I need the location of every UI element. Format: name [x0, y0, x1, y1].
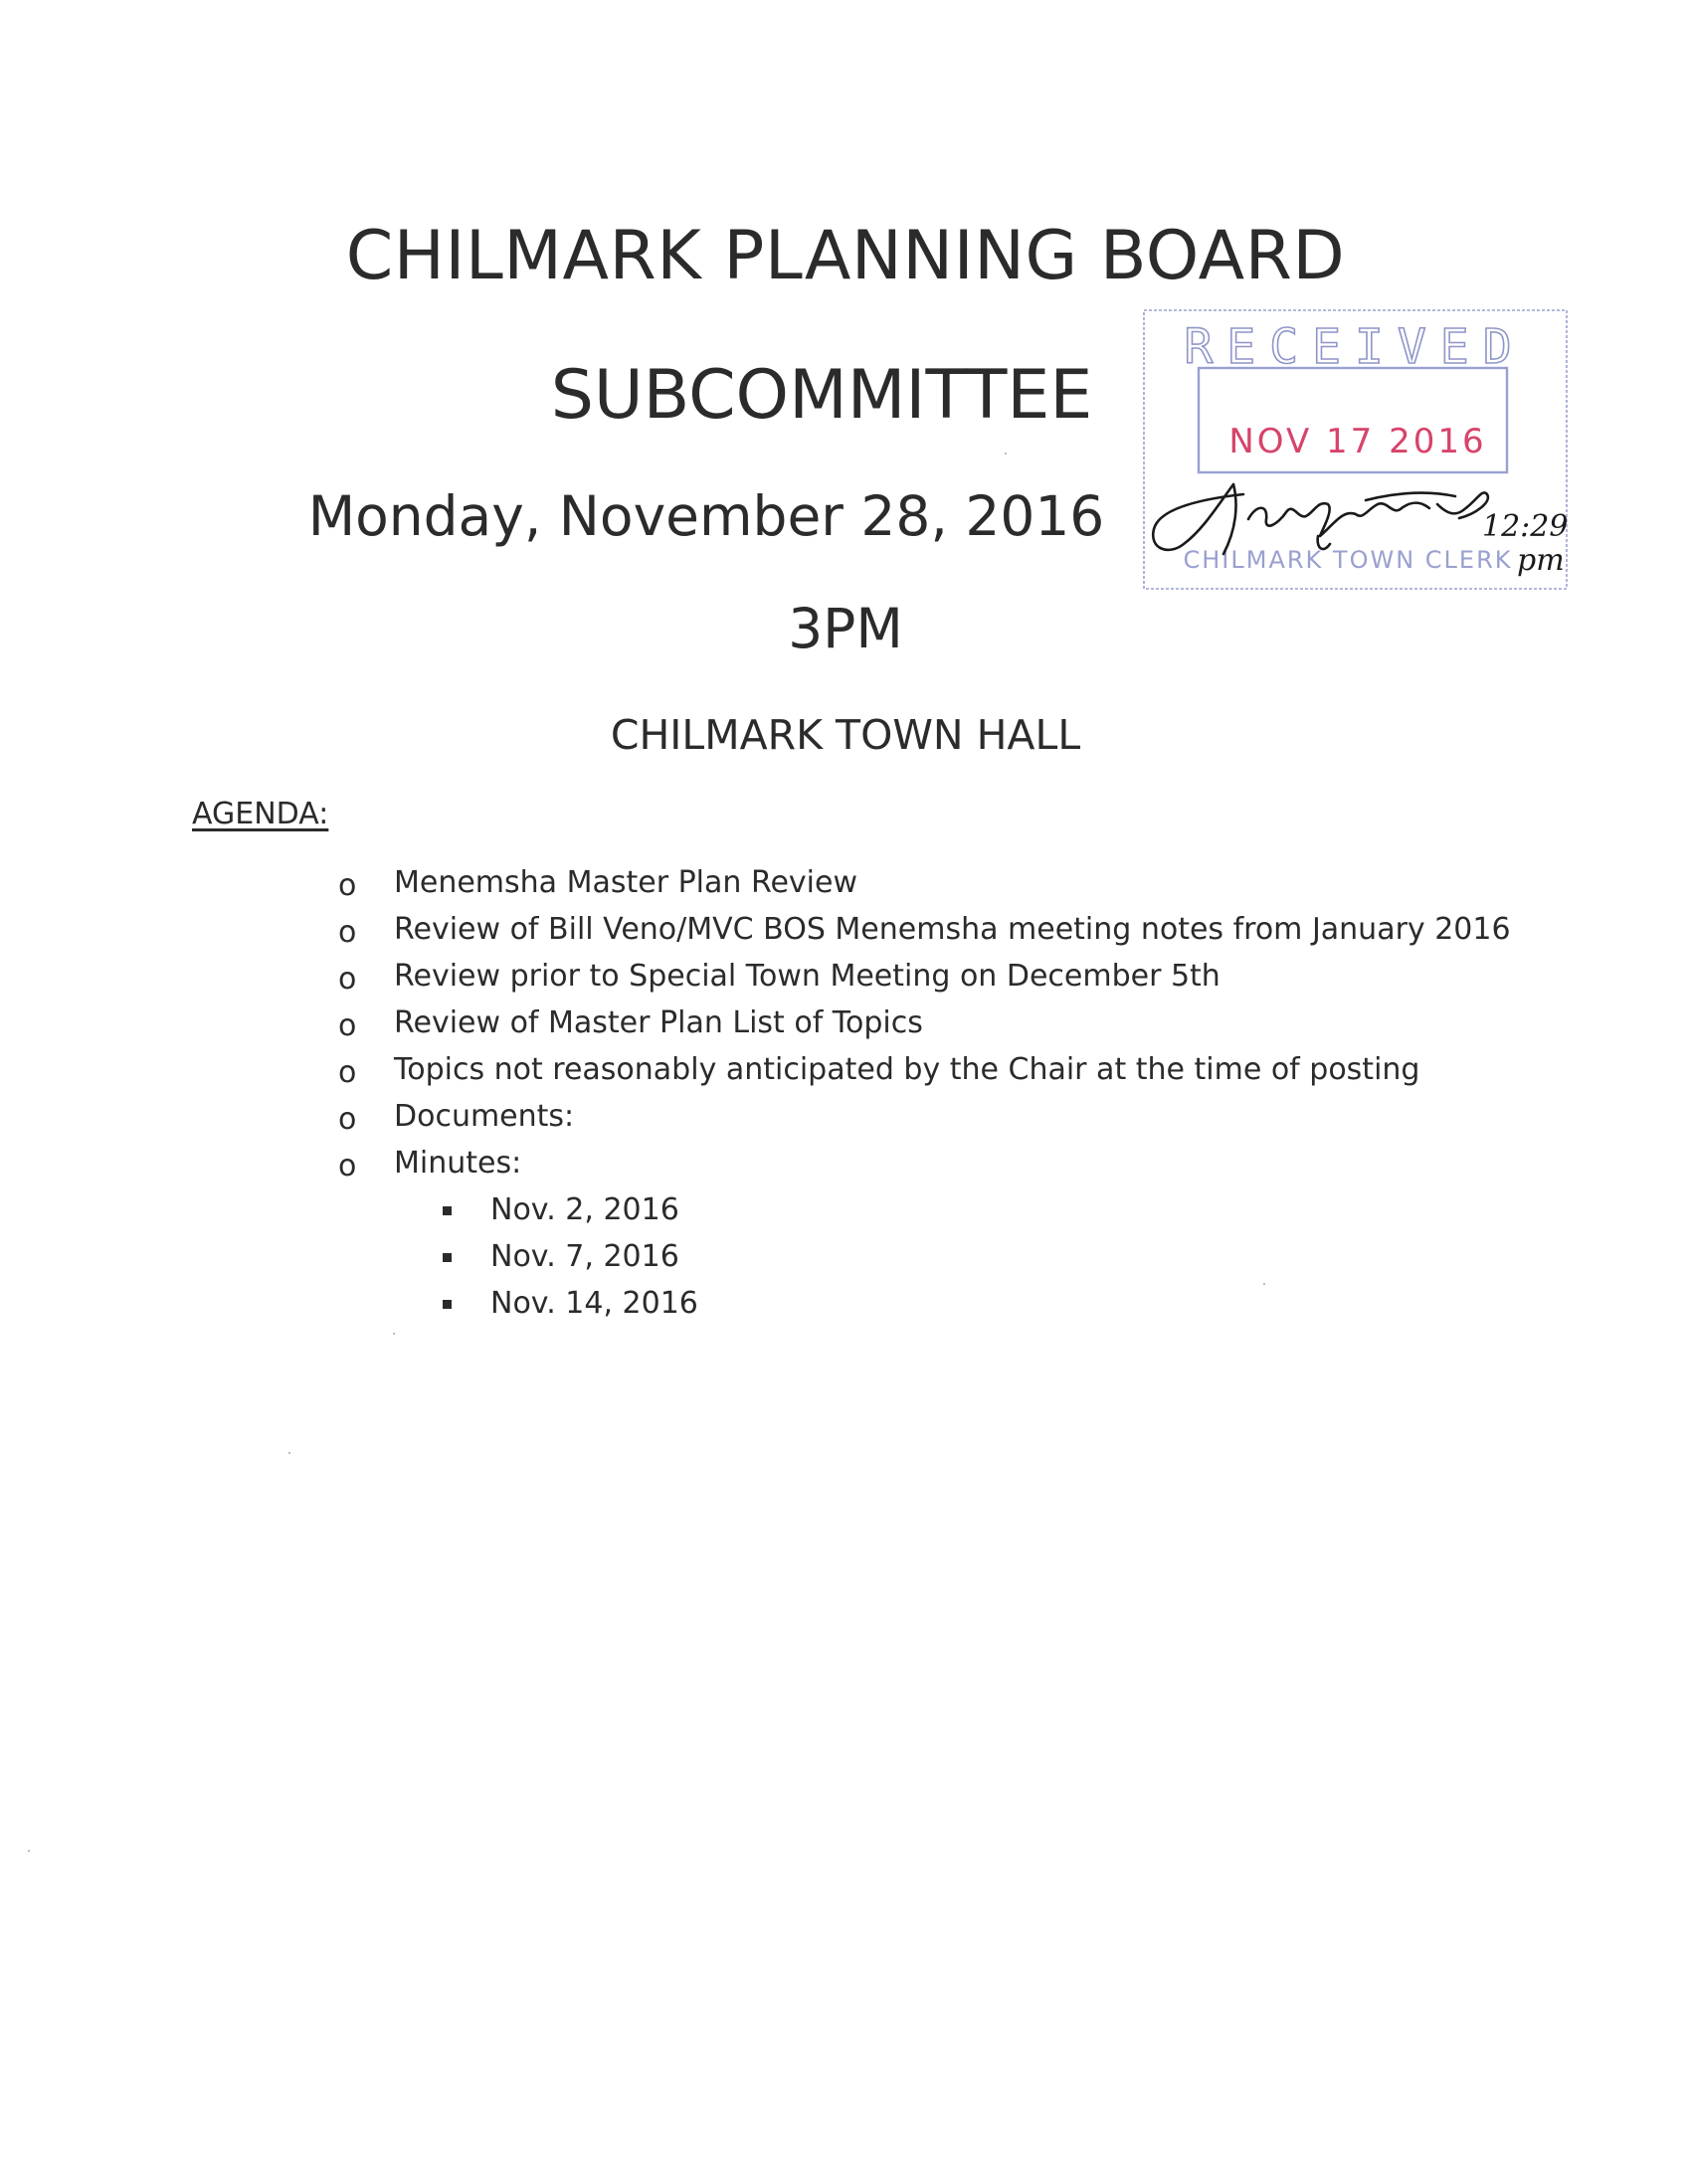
hollow-bullet: o	[338, 1149, 357, 1183]
committee-title: SUBCOMMITTEE	[550, 356, 1093, 435]
agenda-item	[338, 1005, 1532, 1052]
agenda-item	[338, 1052, 1532, 1099]
agenda-heading: AGENDA:	[192, 797, 329, 831]
hollow-bullet: o	[338, 1055, 357, 1090]
minutes-item	[443, 1239, 1532, 1286]
svg-text:pm: pm	[1517, 543, 1565, 578]
minutes-date: Nov. 14, 2016	[490, 1286, 698, 1321]
square-bullet-icon	[443, 1206, 452, 1215]
agenda-item	[338, 865, 1532, 912]
board-title: CHILMARK PLANNING BOARD	[345, 217, 1346, 295]
svg-text:12:29: 12:29	[1482, 509, 1569, 544]
minutes-list	[443, 1192, 1532, 1333]
agenda-item-label: Review of Bill Veno/MVC BOS Menemsha meeting notes from January 2016	[394, 912, 1511, 947]
meeting-location: CHILMARK TOWN HALL	[610, 711, 1081, 759]
agenda-list	[338, 865, 1532, 1333]
agenda-item-label: Minutes:	[394, 1146, 522, 1181]
agenda-item-label: Review prior to Special Town Meeting on December 5th	[394, 959, 1221, 994]
stamp-office-text: CHILMARK TOWN CLERK	[1183, 546, 1513, 574]
agenda-item	[338, 1099, 1532, 1146]
meeting-date: Monday, November 28, 2016	[307, 484, 1105, 548]
minutes-date: Nov. 2, 2016	[490, 1192, 679, 1227]
clerk-signature	[1153, 484, 1488, 554]
stamp-received-text: RECEIVED	[1184, 319, 1526, 375]
hollow-bullet: o	[338, 868, 357, 903]
minutes-date: Nov. 7, 2016	[490, 1239, 679, 1274]
hollow-bullet: o	[338, 1102, 357, 1137]
agenda-item-label: Topics not reasonably anticipated by the Chair at the time of posting	[394, 1052, 1420, 1087]
agenda-item	[338, 959, 1532, 1005]
agenda-item	[338, 1146, 1532, 1192]
meeting-time: 3PM	[788, 597, 903, 660]
minutes-item	[443, 1192, 1532, 1239]
square-bullet-icon	[443, 1300, 452, 1309]
received-stamp	[1139, 305, 1577, 594]
hollow-bullet: o	[338, 915, 357, 950]
agenda-item-label: Documents:	[394, 1099, 575, 1134]
minutes-item	[443, 1286, 1532, 1333]
stamp-date-text: NOV 17 2016	[1228, 422, 1487, 461]
square-bullet-icon	[443, 1253, 452, 1262]
agenda-item-label: Menemsha Master Plan Review	[394, 865, 857, 900]
agenda-item	[338, 912, 1532, 959]
hollow-bullet: o	[338, 962, 357, 997]
agenda-item-label: Review of Master Plan List of Topics	[394, 1005, 923, 1040]
hollow-bullet: o	[338, 1008, 357, 1043]
